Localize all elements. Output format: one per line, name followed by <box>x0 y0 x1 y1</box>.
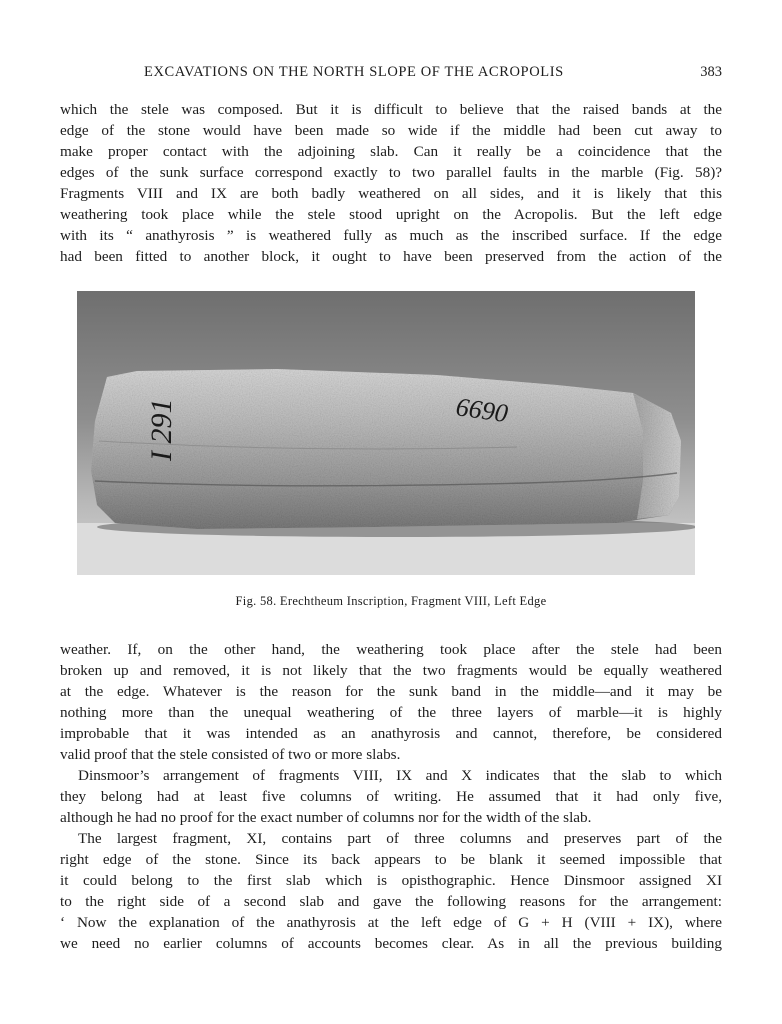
text-line: nothing more than the unequal weathering of the three layers of marble—it is highly <box>60 704 722 721</box>
text-line: which the stele was composed. But it is difficult to believe that the raised bands at the <box>60 101 722 118</box>
running-head <box>60 64 722 84</box>
text-line: we need no earlier columns of accounts becomes clear. As in all the previous building <box>60 935 722 952</box>
paragraph-top <box>60 99 722 267</box>
text-line: to the right side of a second slab and gave the following reasons for the arrangement: <box>60 893 722 910</box>
text-line: had been fitted to another block, it ought to have been preserved from the action of the <box>60 248 722 265</box>
text-line: make proper contact with the adjoining slab. Can it really be a coincidence that the <box>60 143 722 160</box>
text-line: weather. If, on the other hand, the weathering took place after the stele had been <box>60 641 722 658</box>
text-line: ‘ Now the explanation of the anathyrosis at the left edge of G + H (VIII + IX), where <box>60 914 722 931</box>
figure-caption: Fig. 58. Erechtheum Inscription, Fragment VIII, Left Edge <box>235 594 547 608</box>
text-line: improbable that it was intended as an anathyrosis and cannot, therefore, be considered <box>60 725 722 742</box>
text-line: although he had no proof for the exact number of columns nor for the width of the slab. <box>60 809 592 826</box>
text-line: The largest fragment, XI, contains part of three columns and preserves part of the <box>78 830 722 847</box>
stone-fragment-photo <box>77 291 695 575</box>
text-line: with its “ anathyrosis ” is weathered fully as much as the inscribed surface. If the edge <box>60 227 722 244</box>
text-line: Dinsmoor’s arrangement of fragments VIII, IX and X indicates that the slab to which <box>78 767 722 784</box>
text-line: broken up and removed, it is not likely that the two fragments would be equally weathered <box>60 662 722 679</box>
text-line: valid proof that the stele consisted of two or more slabs. <box>60 746 401 763</box>
paragraph-bottom-2 <box>60 765 722 828</box>
text-line: they belong had at least five columns of writing. He assumed that it had only five, <box>60 788 722 805</box>
text-line: edge of the stone would have been made so wide if the middle had been cut away to <box>60 122 722 139</box>
text-line: edges of the sunk surface correspond exactly to two parallel faults in the marble (Fig. 58)? <box>60 164 722 181</box>
inscribed-numeral: I 291 <box>145 398 178 461</box>
text-line: Fragments VIII and IX are both badly weathered on all sides, and it is likely that this <box>60 185 722 202</box>
paragraph-bottom-3 <box>60 828 722 954</box>
text-line: it could belong to the first slab which is opisthographic. Hence Dinsmoor assigned XI <box>60 872 722 889</box>
running-title: EXCAVATIONS ON THE NORTH SLOPE OF THE ACROPOLIS <box>144 64 564 80</box>
text-line: right edge of the stone. Since its back appears to be blank it seemed impossible that <box>60 851 722 868</box>
page-number: 383 <box>700 64 722 80</box>
figure-photo <box>77 291 695 575</box>
inscribed-inventory-number: 6690 <box>454 392 510 429</box>
paragraph-bottom-1 <box>60 639 722 765</box>
text-line: at the edge. Whatever is the reason for the sunk band in the middle—and it may be <box>60 683 722 700</box>
text-line: weathering took place while the stele stood upright on the Acropolis. But the left edge <box>60 206 722 223</box>
